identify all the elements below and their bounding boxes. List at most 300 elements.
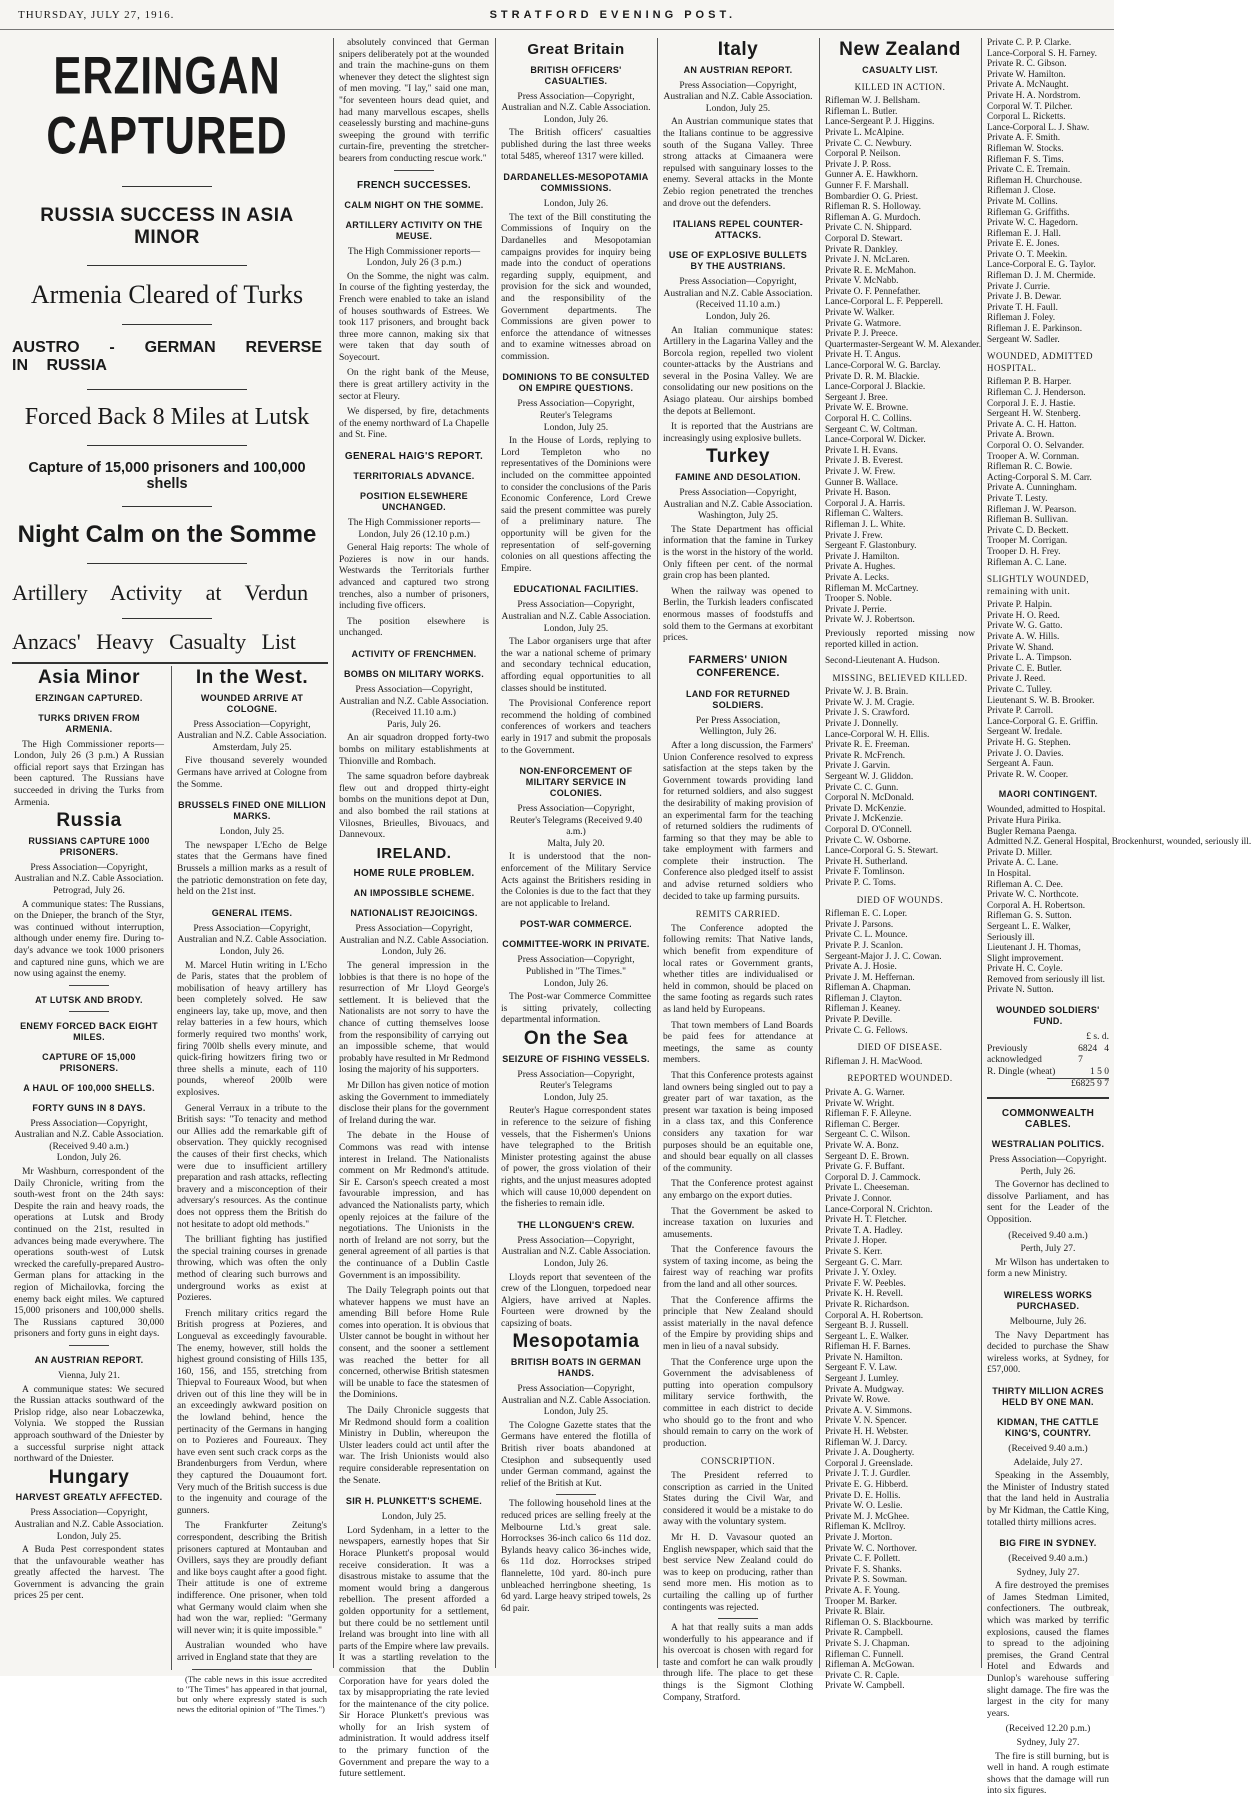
headline: WESTRALIAN POLITICS. (991, 1139, 1105, 1150)
headline: DOMINIONS TO BE CONSULTED ON EMPIRE QUESTIONS. (502, 372, 650, 394)
name-entry: Private R. Richardson. (825, 1299, 910, 1310)
name-entry: Rifleman K. McIlroy. (825, 1522, 906, 1533)
name-entry: Rifleman R. S. Holloway. (825, 202, 921, 213)
fund-value: 1 5 0 (1090, 1066, 1109, 1077)
name-entry: Private W. E. Browne. (825, 403, 909, 414)
headline: NON-ENFORCEMENT OF MILITARY SERVICE IN COLONIES. (519, 766, 633, 799)
advertisement: The following household lines at the reduced prices are selling freely at the Melbourne Ltd.'s great sale. Horrockses 36-inch calico 6s 11d doz. Bylands heavy calico 36-inches wide, 6s 11d doz. Horrockses striped flannelette, 10d yard. 80-inch pure unbleached herringbone sheeting, 1s 6d yard. Large heavy striped towels, 2s 6d pair. (501, 1499, 651, 1614)
dateline: London, July 25. (705, 103, 771, 114)
name-entry: Private H. Sutherland. (825, 856, 908, 867)
name-entry: Private R. Campbell. (825, 1628, 903, 1639)
name-entry: Private P. J. Preece. (825, 329, 898, 340)
name-entry: Rifleman J. W. Pearson. (987, 504, 1077, 515)
column-french-ireland (339, 38, 489, 1780)
column-in-the-west (177, 666, 327, 1714)
name-entry: Private D. E. Hollis. (825, 1490, 901, 1501)
agency-line: Press Association—Copyright. (989, 1155, 1107, 1166)
name-entry: Sergeant J. Bree. (825, 392, 888, 403)
headline: KIDMAN, THE CATTLE KING'S, COUNTRY. (997, 1416, 1099, 1438)
died-of-wounds-list (825, 909, 975, 1036)
paragraph: In the House of Lords, replying to Lord Templeton who no representatives of the Dominions were included on the committee appointed to consider the conclusions of the Paris Economic Conference, Lord Crewe said the present committee was purely of a preliminary nature. The opportunity will be given for the representation of self-governing colonies on all questions affecting the Empire. (501, 436, 651, 574)
name-entry: Private C. P. P. Clarke. (987, 38, 1072, 48)
paragraph: The Daily Chronicle suggests that Mr Redmond should form a coalition Ministry in Dublin, whereupon the Ulster leaders could act until after the war. The Irish Unionists would also require considerable representation on the Senate. (339, 1406, 489, 1486)
dateline: London, July 25. (543, 1092, 609, 1103)
paragraph: Five thousand severely wounded Germans have arrived at Cologne from the Somme. (177, 756, 327, 790)
name-entry: Lance-Corporal E. G. Taylor. (987, 260, 1096, 271)
name-entry: Private C. Tulley. (987, 685, 1053, 696)
name-entry: Private M. J. McGhee. (825, 1511, 910, 1522)
name-entry: Lance-Sergeant P. J. Higgins. (825, 117, 935, 128)
paragraph: The position elsewhere is unchanged. (339, 616, 489, 639)
name-entry: Sergeant C. C. Wilson. (825, 1130, 911, 1141)
headline: ENEMY FORCED BACK EIGHT MILES. (20, 1020, 158, 1042)
headline: ERZINGAN CAPTURED. (35, 692, 143, 703)
agency-line: Press Association—Copyright, Reuter's Telegrams (517, 399, 635, 422)
name-entry: Rifleman A. C. Lane. (987, 557, 1067, 568)
name-entry: Corporal D. O'Connell. (825, 824, 912, 835)
paragraph: The general impression in the lobbies is that there is no hope of the resurrection of Mr Lloyd George's settlement. It is believed that the Nationalists are not sorry to have the chance of cutting themselves loose from the responsibility of carrying out an impossible scheme, that would probably have resulted in Mr Redmond losing the majority of his supporters. (339, 961, 489, 1076)
name-entry: Private O. F. Pennefather. (825, 286, 921, 297)
divider (556, 1494, 596, 1495)
name-entry: Private D. Miller. (987, 847, 1053, 858)
name-entry: Private V. N. Spencer. (825, 1416, 907, 1427)
paragraph: An air squadron dropped forty-two bombs on military establishments at Thionville and Rombach. (339, 733, 489, 767)
name-entry: Private C. E. Tremain. (987, 165, 1071, 176)
name-entry: Rifleman J. H. MacWood. (825, 1056, 923, 1067)
name-entry: Lieutenant S. W. B. Brooker. (987, 695, 1095, 706)
agency-line: Press Association—Copyright, Reuter's Telegrams (517, 1069, 635, 1092)
name-entry: Private J. McKenzie. (825, 814, 903, 825)
name-entry: Corporal A. H. Robertson. (987, 900, 1086, 911)
section-great-britain: Great Britain (527, 41, 625, 58)
section-ireland: IRELAND. (376, 844, 452, 862)
fund-label: R. Dingle (wheat) (987, 1066, 1056, 1077)
name-entry: Private P. J. Scanlon. (825, 940, 903, 951)
name-entry: Corporal N. McDonald. (825, 793, 914, 804)
agency-line: Press Association—Copyright, Australian and N.Z. Cable Association. (501, 91, 651, 114)
note: Previously reported missing now reported killed in action. (825, 628, 975, 651)
received-line: (Received 12.20 p.m.) (1005, 1724, 1091, 1735)
divider (122, 618, 212, 619)
paragraph: Lloyds report that seventeen of the crew of the Llonguen, torpedoed near Algiers, have arrived at Naples. Fourteen were drowned by the capsizing of boats. (501, 1272, 651, 1329)
name-entry: Rifleman W. J. Bellsham. (825, 96, 921, 107)
name-entry: Private L. McAlpine. (825, 127, 905, 138)
name-entry: Private J. B. Everest. (825, 456, 903, 467)
name-entry: Private W. C. Northover. (825, 1543, 917, 1554)
dateline: Perth, July 27. (1020, 1244, 1076, 1255)
missing-list (825, 687, 975, 888)
name-entry: Lieutenant J. H. Thomas, (987, 943, 1081, 954)
name-entry: Rifleman C. Berger. (825, 1119, 900, 1130)
name-entry: Corporal W. T. Pilcher. (987, 101, 1073, 112)
name-entry: Private R. McFrench. (825, 750, 906, 761)
name-entry: Private W. Campbell. (825, 1681, 905, 1692)
agency-line: Press Association—Copyright, Australian and N.Z. Cable Association. (177, 923, 327, 946)
dateline: London, July 26. (543, 1258, 609, 1269)
name-entry: Sergeant L. E. Walker, (987, 921, 1071, 932)
fund-value: 6824 4 7 (1078, 1043, 1109, 1066)
subheading: REPORTED WOUNDED. (847, 1073, 953, 1084)
name-entry: Private P. Carroll. (987, 706, 1054, 717)
name-entry: Rifleman J. Foley. (987, 313, 1056, 324)
name-entry: Private L. A. Timpson. (987, 653, 1072, 664)
headline: POSITION ELSEWHERE UNCHANGED. (360, 491, 468, 513)
name-entry: Private A. Hughes. (825, 562, 896, 573)
name-entry: Private J. S. Crawford. (825, 708, 910, 719)
name-entry: Sergeant A. Faun. (987, 759, 1054, 770)
dateline: Vienna, July 21. (58, 1370, 120, 1381)
headline: AN AUSTRIAN REPORT. (34, 1354, 144, 1365)
section-new-zealand: New Zealand (839, 39, 961, 60)
headline-night-calm: Night Calm on the Somme (17, 521, 317, 548)
fund-columns: £ s. d. (1086, 1032, 1109, 1043)
headline-erzingan: ERZINGAN CAPTURED (46, 46, 288, 165)
subheading: KILLED IN ACTION. (854, 81, 946, 92)
name-entry: Private C. W. Osborne. (825, 835, 911, 846)
name-entry: Corporal H. C. Collins. (825, 414, 912, 424)
headline: LAND FOR RETURNED SOLDIERS. (685, 688, 791, 710)
name-entry: Private N. Hamilton. (825, 1352, 903, 1363)
headline: DARDANELLES-MESOPOTAMIA COMMISSIONS. (503, 172, 649, 194)
name-entry: Lance-Corporal G. E. Griffin. (987, 716, 1098, 727)
divider (718, 1618, 758, 1619)
paragraph: The Governor has declined to dissolve Parliament, and has sent for the Leader of the Opposition. (987, 1180, 1109, 1225)
divider (87, 563, 247, 564)
divider (87, 445, 247, 446)
paragraph: That the Government be asked to increase taxation on luxuries and amusements. (663, 1206, 813, 1240)
paragraph: The same squadron before daybreak flew out and dropped thirty-eight bombs on the munitions depot at Dun, and also bombed the rail stations at Vilosnes, Brieulles, Bivouacs, and Dannevoux. (339, 772, 489, 841)
name-entry: In Hospital. (987, 868, 1031, 879)
subheading: WOUNDED, ADMITTED HOSPITAL. (987, 351, 1093, 373)
name-entry: Rifleman C. Funnell. (825, 1649, 904, 1660)
name-entry: Private C. C. Newbury. (825, 138, 912, 149)
divider (122, 506, 212, 507)
name-entry: Acting-Corporal S. M. Carr. (987, 472, 1092, 483)
name-entry: Rifleman A. McGowan. (825, 1660, 915, 1671)
name-entry: Rifleman D. J. M. Chermide. (987, 271, 1096, 282)
divider (87, 265, 247, 266)
dateline: Malta, July 20. (547, 838, 605, 849)
lead-bottom-rule (12, 662, 328, 664)
name-entry: Private V. McNabb. (825, 276, 899, 287)
name-entry: Quartermaster-Sergeant W. M. Alexander. (825, 339, 982, 350)
name-entry: Rifleman L. Butler. (825, 106, 898, 117)
paragraph: The President referred to conscription as carried in the United States during the Civil War, and considered it would be a mistake to do away with the voluntary system. (663, 1470, 813, 1528)
column-rule (333, 38, 334, 1668)
headline: EDUCATIONAL FACILITIES. (513, 584, 639, 595)
headline-russia-success: RUSSIA SUCCESS IN ASIA MINOR (40, 205, 294, 248)
name-entry: Private R. C. Gibson. (987, 59, 1067, 70)
headline-lutsk: Forced Back 8 Miles at Lutsk (24, 404, 310, 430)
column-rule (171, 666, 172, 1670)
name-entry: Private R. E. Freeman. (825, 740, 910, 751)
name-entry: Sergeant F. V. Law. (825, 1363, 897, 1374)
dateline: The High Commissioner reports—London, July 26 (12.10 p.m.) (347, 518, 481, 540)
name-entry: Private E. E. Jones. (987, 239, 1060, 250)
name-entry: Private S. Kerr. (825, 1246, 883, 1257)
name-entry: Private W. O. Leslie. (825, 1501, 903, 1512)
section-hungary: Hungary (48, 1466, 130, 1488)
name-entry: Private F. W. Peebles. (825, 1278, 906, 1289)
name-entry: Private E. G. Hibberd. (825, 1480, 909, 1490)
name-entry: Rifleman A. Chapman. (825, 983, 911, 994)
headline: THIRTY MILLION ACRES HELD BY ONE MAN. (992, 1385, 1104, 1407)
paragraph: Speaking in the Assembly, the Minister of Industry stated that the land held in Australia by Mr Kidman, the Cattle King, totalled thirty millions acres. (987, 1471, 1109, 1528)
issue-date: THURSDAY, JULY 27, 1916. (18, 8, 175, 21)
name-entry: Rifleman J. Clayton. (825, 993, 902, 1004)
fund-label: Previously acknowledged (987, 1043, 1042, 1066)
name-entry: Sergeant B. J. Russell. (825, 1321, 909, 1332)
divider (987, 1097, 1109, 1099)
name-entry: Gunner B. Wallace. (825, 477, 898, 488)
name-entry: Private A. F. Smith. (987, 133, 1061, 144)
name-entry: Corporal D. Stewart. (825, 233, 903, 244)
headline: BOMBS ON MILITARY WORKS. (343, 668, 485, 679)
headline: BIG FIRE IN SYDNEY. (999, 1538, 1097, 1549)
paragraph: Australian wounded who have arrived in England state that they are (177, 1641, 327, 1663)
paragraph: The Conference adopted the following remits: That Native lands, which benefit from expenditure of local rates or Government grants, whether titles are individualised or held in common, should be placed on the same footing as regards such rates as land held by Europeans. (663, 923, 813, 1015)
agency-line: Press Association—Copyright, Australian and N.Z. Cable Association. (663, 80, 813, 103)
name-entry: Private W. Walker. (825, 308, 895, 319)
name-entry: Private A. Mudgway. (825, 1384, 904, 1395)
dateline: London, July 26. (705, 311, 771, 322)
maori-contingent-list (987, 805, 1251, 996)
name-entry: Private J. Hamilton. (825, 551, 900, 562)
dateline: Perth, July 26. (1020, 1166, 1076, 1177)
headline: TURKS DRIVEN FROM ARMENIA. (38, 712, 140, 734)
divider (87, 389, 247, 390)
name-entry: Private R. W. Cooper. (987, 769, 1069, 780)
dateline: London, July 26. (543, 114, 609, 125)
paragraph: French military critics regard the British progress at Pozieres, and Longueval as exceedingly favourable. The enemy, however, still holds the highest ground consisting of Hills 135, 160, 156, and 155, stretching from Thiepval to Foureaux Wood, but when driven out of this line they will be in an exceedingly awkward position on the lowland behind, hence the pertinacity of the Germans in hanging on to Pozieres and Foureaux. They have even sent such crack corps as the Brandenburgers from Verdun, where they captured the Douaumont fort. Very much of the British success is due to the ingenuity and courage of the gunners. (177, 1308, 327, 1516)
paragraph: That the Conference urge upon the Government the advisableness of putting into operation compulsory military service forthwith, the committee in each district to decide who should go to the front and who should remain to carry on the work of production. (663, 1357, 813, 1449)
paragraph: Mr Dillon has given notice of motion asking the Government to immediately disclose their plans for the government of Ireland during the war. (339, 1081, 489, 1126)
headline: FRENCH SUCCESSES. (356, 179, 471, 191)
section-in-the-west: In the West. (195, 667, 309, 688)
name-entry: Removed from seriously ill list. (987, 974, 1106, 985)
divider (122, 324, 212, 325)
headline: WOUNDED SOLDIERS' FUND. (996, 1005, 1100, 1027)
dateline: Sydney, July 27. (1016, 1738, 1080, 1748)
name-entry: Rifleman R. C. Bowie. (987, 462, 1073, 473)
headline: MAORI CONTINGENT. (998, 789, 1098, 800)
name-entry: Seriously ill. (987, 932, 1035, 943)
name-entry: Private J. Perrie. (825, 604, 887, 615)
name-entry: Private W. C. Northcote. (987, 890, 1079, 901)
name-entry: Private H. T. Fletcher. (825, 1215, 907, 1226)
headline: AT LUTSK AND BRODY. (35, 994, 143, 1005)
headline: BRUSSELS FINED ONE MILLION MARKS. (178, 800, 326, 822)
name-entry: Lance-Corporal L. F. Pepperell. (825, 297, 944, 308)
name-entry: Private D. R. M. Blackie. (825, 371, 920, 382)
name-entry: Private H. C. Coyle. (987, 964, 1063, 975)
received-line: (Received 9.40 a.m.) (1008, 1443, 1088, 1454)
paragraph: After a long discussion, the Farmers' Union Conference resolved to express satisfaction at the steps taken by the Government towards providing land for returned soldiers, and also suggest the desirability of making provision of an experimental farm for the teaching of returned soldiers the rudiments of farming so that they may be able to take employment with farmers and complete their instruction. The Conference also pledged itself to assist and advise returned soldiers who decided to take up farming pursuits. (663, 740, 813, 902)
paragraph: That the Conference protest against any embargo on the export duties. (663, 1179, 813, 1201)
paragraph: The Labor organisers urge that after the war a national scheme of primary and secondary technical education, affording equal opportunities to all classes should be instituted. (501, 637, 651, 694)
name-entry: Private J. O. Davies. (987, 748, 1064, 759)
headline-anzacs: Anzacs' Heavy Casualty List (12, 629, 296, 654)
name-entry: Corporal A. H. Robertson. (825, 1310, 924, 1321)
name-entry: Rifleman H. F. Barnes. (825, 1342, 911, 1353)
name-entry: Private J. B. Dewar. (987, 292, 1062, 303)
headline: WIRELESS WORKS PURCHASED. (1003, 1289, 1093, 1311)
paragraph: The Post-war Commerce Committee is sitting privately, collecting departmental information. (501, 992, 651, 1026)
died-of-disease-list (825, 1057, 975, 1068)
name-entry: Private M. Collins. (987, 196, 1058, 207)
paragraph: When the railway was opened to Berlin, the Turkish leaders confiscated enormous masses of foodstuffs and sold them to the Germans at exorbitant prices. (663, 586, 813, 644)
name-entry: Private W. Rowe. (825, 1395, 891, 1406)
agency-line: Press Association—Copyright, Australian and N.Z. Cable Association. (177, 719, 327, 742)
dateline: London, July 26. (381, 947, 447, 958)
name-entry: Private T. H. Faull. (987, 302, 1058, 313)
name-entry: Private F. Tomlinson. (825, 867, 905, 878)
name-entry: Rifleman J. Close. (987, 186, 1056, 197)
subheading: REMITS CARRIED. (695, 909, 781, 920)
paragraph: The Provisional Conference report recommend the holding of combined conferences of workers and teachers early in 1917 and submit the proposals to the Government. (501, 699, 651, 756)
headline: SEIZURE OF FISHING VESSELS. (502, 1053, 650, 1064)
name-entry: Private A. Brown. (987, 430, 1055, 441)
agency-line: Press Association—Copyright, Australian and N.Z. Cable Association. (Received 11.10 a.m.) (339, 684, 489, 719)
name-entry: Private J. A. Dougherty. (825, 1448, 915, 1459)
headline: GENERAL ITEMS. (211, 907, 293, 918)
name-entry: Private C. R. Caple. (825, 1670, 900, 1681)
headline: WOUNDED ARRIVE AT COLOGNE. (200, 692, 304, 714)
dateline: London, July 25. (543, 623, 609, 634)
dateline: Adelaide, July 27. (1013, 1457, 1083, 1468)
name-entry: Lance-Corporal S. H. Farney. (987, 48, 1097, 59)
dateline: London, July 26. (543, 199, 609, 210)
name-entry: Corporal L. Ricketts. (987, 112, 1066, 123)
divider (394, 170, 434, 171)
name-entry: Sergeant F. Glastonbury. (825, 541, 917, 552)
headline: CALM NIGHT ON THE SOMME. (344, 199, 484, 210)
paragraph: General Haig reports: The whole of Pozieres is now in our hands. Westwards the Territorials further advanced and captured two strong trenches, also a number of prisoners, including five officers. (339, 543, 489, 612)
agency-line: Press Association—Copyright, Published in "The Times." (517, 955, 635, 978)
name-entry: Rifleman E. J. Hall. (987, 228, 1061, 239)
admitted-hospital-list (987, 377, 1109, 568)
paragraph: It is reported that the Austrians are increasingly using explosive bullets. (663, 422, 813, 444)
name-entry: Private C. C. Gunn. (825, 782, 899, 793)
agency-line: Press Association—Copyright, Australian and N.Z. Cable Association. (501, 600, 651, 622)
subheading: CONSCRIPTION. (700, 1456, 776, 1467)
divider (69, 1011, 109, 1012)
name-entry: Sergeant W. Sadler. (987, 334, 1060, 345)
dateline: Wellington, July 26. (699, 727, 777, 738)
name-entry: Corporal O. O. Selvander. (987, 440, 1085, 451)
name-entry: Rifleman W. Stocks. (987, 143, 1064, 154)
headline-commonwealth-cables: COMMONWEALTH CABLES. (1001, 1108, 1095, 1131)
name-entry: Private P. S. Sowman. (825, 1575, 908, 1586)
section-russia: Russia (56, 810, 122, 832)
headline: POST-WAR COMMERCE. (520, 919, 632, 930)
paragraph: On the Somme, the night was calm. In course of the fighting yesterday, the French were enabled to take an island of houses southwards of Estrees. We took 117 prisoners, and brought back three more cannon, making six that were taken that day south of Soyecourt. (339, 271, 489, 363)
column-rule (495, 38, 496, 1668)
name-entry: Private F. S. Shanks. (825, 1564, 902, 1575)
name-entry: Private W. Shand. (987, 642, 1054, 653)
wounded-list-continued (987, 38, 1109, 345)
headline: RUSSIANS CAPTURE 1000 PRISONERS. (28, 835, 150, 857)
name-entry: Rifleman C. J. Henderson. (987, 388, 1086, 398)
name-entry: Rifleman W. J. Darcy. (825, 1437, 908, 1448)
name-entry: Private J. Frew. (825, 530, 883, 541)
headline: CASUALTY LIST. (862, 64, 938, 75)
headline-austro-german: AUSTRO - GERMAN REVERSE IN RUSSIA (12, 339, 322, 374)
name-entry: Rifleman P. B. Harper. (987, 377, 1072, 388)
paragraph: A fire destroyed the premises of James Stedman Limited, confectioners. The outbreak, which was marked by terrific explosions, caused the flames to spread to the adjoining premises, the Grand Central Hotel and Edwards and Dunlop's warehouse suffering slight damage. The fire was the largest in the city for many years. (987, 1581, 1109, 1719)
paragraph: A communique states: The Russians, on the Dnieper, the branch of the Styr, was continued without interruption, although under enemy fire. During to-day's advance we took 1000 prisoners and captured nine guns, which we are now using against the enemy. (14, 899, 164, 980)
paragraph: The State Department has official information that the famine in Turkey is the worst in the history of the world. Only fifteen per cent. of the normal grain crop has been planted. (663, 524, 813, 582)
headline: HOME RULE PROBLEM. (353, 868, 475, 880)
name-entry: Wounded, admitted to Hospital. (987, 805, 1106, 816)
headline: AN AUSTRIAN REPORT. (683, 64, 793, 75)
name-entry: Private J. T. J. Gurdler. (825, 1469, 911, 1480)
name-entry: Sergeant C. W. Coltman. (825, 424, 918, 435)
paragraph: The debate in the House of Commons was read with intense interest in Ireland. The Nationalists comment on Mr Redmond's attitude. Sir E. Carson's speech created a most favourable impression, and has advanced the Nationalists party, which openly rejoices at the failure of the negotiations. The Unionists in the north of Ireland are not sorry, but the general agreement of all parties is that the continuance of a Dublin Castle Government is an impossibility. (339, 1131, 489, 1281)
headline: ITALIANS REPEL COUNTER-ATTACKS. (672, 219, 804, 241)
lead-headlines (12, 40, 322, 655)
name-entry: Private A. W. Hills. (987, 632, 1060, 643)
name-entry: Rifleman J. Keaney. (825, 1004, 901, 1015)
name-entry: Private H. T. Angus. (825, 350, 901, 361)
paragraph: The brilliant fighting has justified the special training courses in grenade throwing, which was often the only method of clearing such burrows and underground works as exist at Pozieres. (177, 1235, 327, 1304)
name-entry: Sergeant L. E. Walker. (825, 1331, 909, 1342)
name-entry: Rifleman F. F. Alleyne. (825, 1109, 912, 1120)
name-entry: Lance-Corporal L. J. Shaw. (987, 122, 1090, 133)
section-mesopotamia: Mesopotamia (512, 1331, 640, 1353)
name-entry: Private L. Cheeseman. (825, 1183, 910, 1194)
name-entry: Rifleman G. S. Sutton. (987, 911, 1072, 922)
name-entry: Private J. M. Heffernan. (825, 972, 915, 983)
paper-name: STRATFORD EVENING POST. (489, 8, 736, 21)
name-entry: Rifleman J. L. White. (825, 519, 906, 530)
name-entry: Rifleman H. Churchouse. (987, 175, 1083, 186)
name-entry: Corporal J. A. Harris. (825, 498, 906, 509)
name-entry: Lance-Corporal J. Blackie. (825, 382, 926, 393)
headline: A HAUL OF 100,000 SHELLS. (23, 1082, 155, 1093)
name-entry: Private H. O. Reed. (987, 610, 1060, 621)
paragraph: That the Conference affirms the principle that New Zealand should assist materially in the naval defence of the Empire by providing ships and men in lieu of a naval subsidy. (663, 1295, 813, 1353)
paragraph: Mr H. D. Vavasour quoted an English newspaper, which said that the best service New Zealand could do was to keep on producing, rather than send more men. His motion as to curtailing the calling up of further contingents was rejected. (663, 1532, 813, 1613)
dateline: London, July 26. (219, 946, 285, 957)
masthead (0, 0, 1114, 30)
headline: FARMERS' UNION CONFERENCE. (688, 653, 788, 679)
headline: GENERAL HAIG'S REPORT. (344, 451, 484, 463)
paragraph: Reuter's Hague correspondent states in reference to the seizure of fishing vessels, that the Fishermen's Unions have telegraphed to the British Minister protesting against the abuse of power, the gross violation of their rights, and the unjust measures adopted which will cause 10,000 dependent on the fisheries to remain idle. (501, 1106, 651, 1210)
name-entry: Gunner F. F. Marshall. (825, 180, 909, 191)
name-entry: Lance-Corporal W. H. Ellis. (825, 729, 930, 740)
name-entry: Private J. Reed. (987, 674, 1046, 685)
name-entry: Admitted N.Z. General Hospital, Brockenhurst, wounded, seriously ill. (987, 837, 1251, 848)
divider (122, 186, 212, 187)
name-entry: Rifleman B. Sullivan. (987, 515, 1069, 526)
paragraph: An Austrian communique states that the Italians continue to be aggressive south of the Sugana Valley. Three strong attacks at Cimaanera were repulsed with sanguinary losses to the enemy. Several attacks in the Monte Zebio region penetrated the trenches and drove out the defenders. (663, 117, 813, 209)
name-entry: Slight improvement. (987, 953, 1064, 964)
name-entry: Trooper M. Corrigan. (987, 536, 1068, 547)
paragraph: On the right bank of the Meuse, there is great artillery activity in the sector at Fleury. (339, 368, 489, 402)
name-entry: Rifleman A. C. Dee. (987, 879, 1063, 890)
dateline: London, July 25. (56, 1531, 122, 1542)
name-entry: Private R. E. McMahon. (825, 265, 916, 276)
paragraph: The British officers' casualties published during the last three weeks total 5485, whereof 1317 were killed. (501, 128, 651, 162)
name-entry: Rifleman F. S. Tims. (987, 154, 1064, 165)
agency-line: Press Association—Copyright, Australian and N.Z. Cable Association. (663, 488, 813, 510)
name-entry: Sergeant D. E. Brown. (825, 1151, 910, 1162)
agency-line: Press Association—Copyright, Reuter's Telegrams (Received 9.40 a.m.) (509, 804, 643, 838)
dateline: Amsterdam, July 25. (212, 742, 292, 753)
name-entry: Rifleman J. E. Parkinson. (987, 324, 1083, 335)
name-entry: Private I. H. Evans. (825, 445, 898, 456)
